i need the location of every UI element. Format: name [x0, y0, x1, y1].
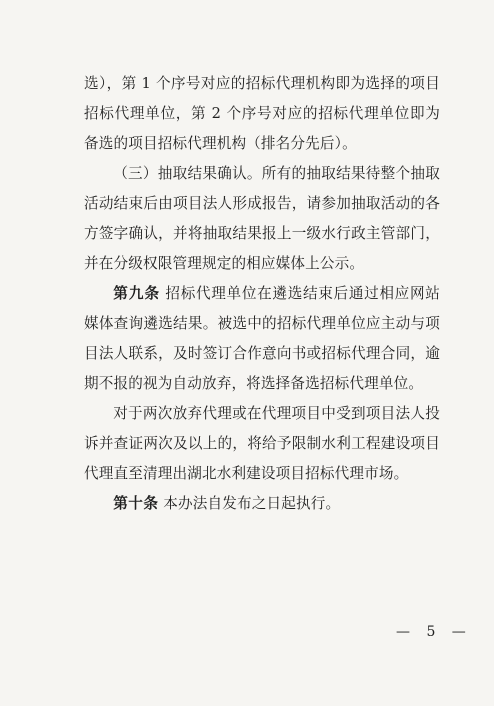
paragraph-text: 选），第 1 个序号对应的招标代理机构即为选择的项目招标代理单位，第 2 个序号对应的招标代理单位即为备选的项目招标代理机构（排名分先后）。 [84, 75, 440, 152]
page-number: — 5 — [396, 624, 472, 640]
paragraph-result-confirmation [84, 159, 440, 279]
paragraph-text: 对于两次放弃代理或在代理项目中受到项目法人投诉并查证两次及以上的，将给予限制水利工程建设项目代理直至清理出湖北水利建设项目招标代理市场。 [84, 405, 440, 482]
paragraph-article-nine [84, 279, 440, 399]
document-body [84, 69, 440, 519]
article-number: 第九条 [113, 285, 161, 302]
article-number: 第十条 [113, 495, 159, 512]
paragraph-continuation [84, 69, 440, 159]
paragraph-text: （三）抽取结果确认。所有的抽取结果待整个抽取活动结束后由项目法人形成报告，请参加抽取活动的各方签字确认，并将抽取结果报上一级水行政主管部门，并在分级权限管理规定的相应媒体上公示。 [84, 165, 440, 272]
paragraph-text: 招标代理单位在遴选结束后通过相应网站媒体查询遴选结果。被选中的招标代理单位应主动与项目法人联系，及时签订合作意向书或招标代理合同，逾期不报的视为自动放弃，将选择备选招标代理单位。 [84, 285, 440, 392]
paragraph-article-ten [84, 489, 440, 519]
paragraph-penalty [84, 399, 440, 489]
paragraph-text: 本办法自发布之日起执行。 [158, 495, 341, 512]
